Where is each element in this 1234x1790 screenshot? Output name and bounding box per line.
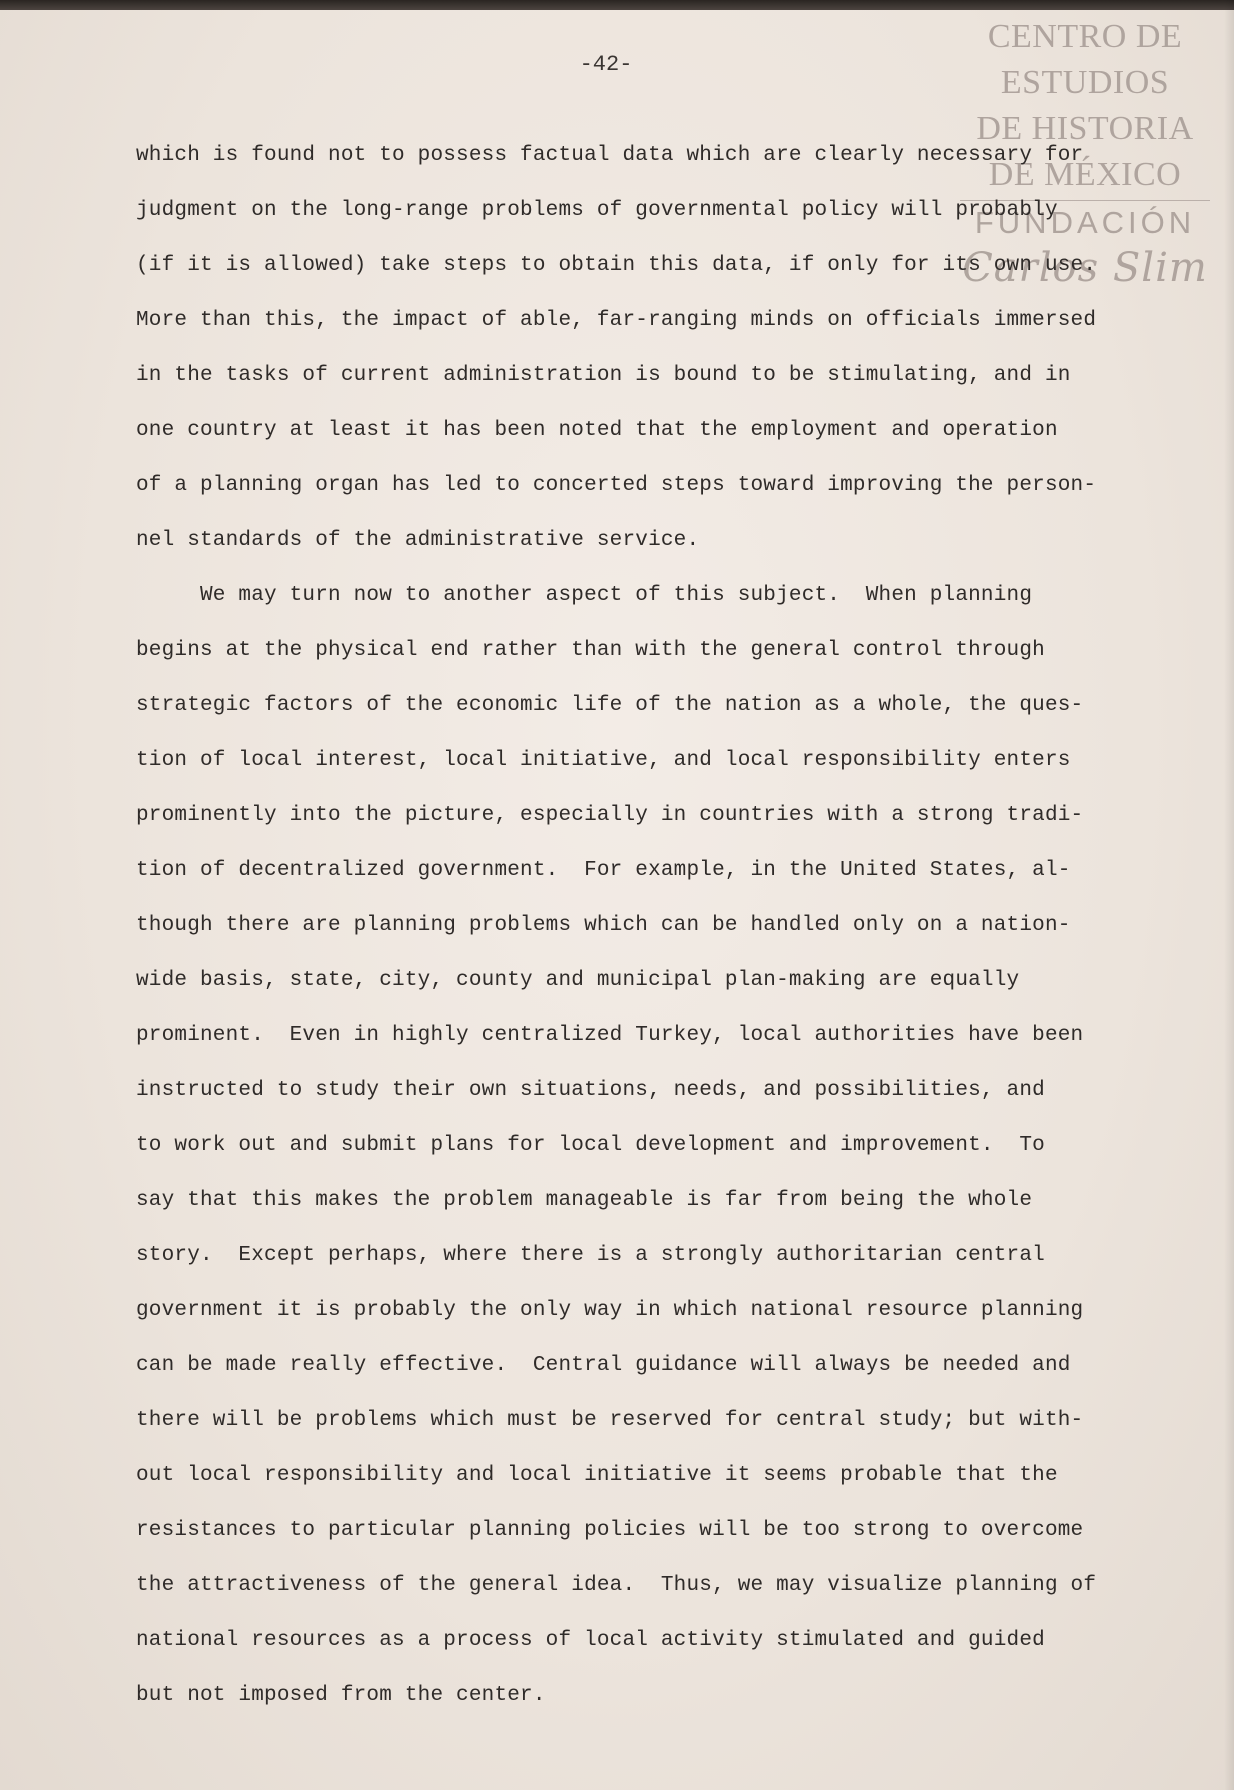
text-line: of a planning organ has led to concerted steps toward improving the person- xyxy=(136,474,1097,497)
text-line: though there are planning problems which can be handled only on a nation- xyxy=(136,914,1071,937)
text-line: tion of local interest, local initiative, and local responsibility enters xyxy=(136,749,1071,772)
text-line: judgment on the long-range problems of governmental policy will probably xyxy=(136,199,1058,222)
text-line: can be made really effective. Central guidance will always be needed and xyxy=(136,1354,1071,1377)
watermark-line: ESTUDIOS xyxy=(1000,64,1170,101)
text-line: resistances to particular planning policies will be too strong to overcome xyxy=(136,1519,1084,1542)
paragraph-2 xyxy=(136,568,1136,1723)
watermark-signature: Carlos Slim xyxy=(962,245,1208,291)
text-line: prominent. Even in highly centralized Turkey, local authorities have been xyxy=(136,1024,1084,1047)
text-line: national resources as a process of local activity stimulated and guided xyxy=(136,1629,1045,1652)
text-line: wide basis, state, city, county and municipal plan-making are equally xyxy=(136,969,1020,992)
text-line: More than this, the impact of able, far-ranging minds on officials immersed xyxy=(136,309,1097,332)
text-line: say that this makes the problem manageable is far from being the whole xyxy=(136,1189,1033,1212)
binding-edge xyxy=(0,0,1234,10)
watermark-foundation: FUNDACIÓN xyxy=(974,205,1196,240)
text-line: prominently into the picture, especially in countries with a strong tradi- xyxy=(136,804,1084,827)
text-line: to work out and submit plans for local development and improvement. To xyxy=(136,1134,1045,1157)
text-line: tion of decentralized government. For example, in the United States, al- xyxy=(136,859,1071,882)
text-line: begins at the physical end rather than with the general control through xyxy=(136,639,1045,662)
text-line: strategic factors of the economic life of the nation as a whole, the ques- xyxy=(136,694,1084,717)
text-line: instructed to study their own situations, needs, and possibilities, and xyxy=(136,1079,1045,1102)
body-text xyxy=(136,128,1136,1723)
text-line: government it is probably the only way in which national resource planning xyxy=(136,1299,1084,1322)
page-number: -42- xyxy=(579,52,633,77)
text-line: but not imposed from the center. xyxy=(136,1684,546,1707)
watermark-line: DE MÉXICO xyxy=(988,156,1182,193)
text-line: nel standards of the administrative service. xyxy=(136,529,700,552)
watermark-line: CENTRO DE xyxy=(987,18,1183,55)
document-page xyxy=(0,10,1234,1790)
text-line: there will be problems which must be reserved for central study; but with- xyxy=(136,1409,1084,1432)
text-line: We may turn now to another aspect of this subject. When planning xyxy=(136,584,1033,607)
text-line: story. Except perhaps, where there is a strongly authoritarian central xyxy=(136,1244,1045,1267)
text-line: one country at least it has been noted that the employment and operation xyxy=(136,419,1058,442)
text-line: the attractiveness of the general idea. Thus, we may visualize planning of xyxy=(136,1574,1097,1597)
text-line: in the tasks of current administration is bound to be stimulating, and in xyxy=(136,364,1071,387)
text-line: out local responsibility and local initiative it seems probable that the xyxy=(136,1464,1058,1487)
paragraph-1 xyxy=(136,128,1136,568)
watermark-line: DE HISTORIA xyxy=(976,110,1194,147)
page-edge-shadow xyxy=(1224,0,1234,1790)
text-line: (if it is allowed) take steps to obtain this data, if only for its own use. xyxy=(136,254,1097,277)
text-line: which is found not to possess factual data which are clearly necessary for xyxy=(136,144,1084,167)
